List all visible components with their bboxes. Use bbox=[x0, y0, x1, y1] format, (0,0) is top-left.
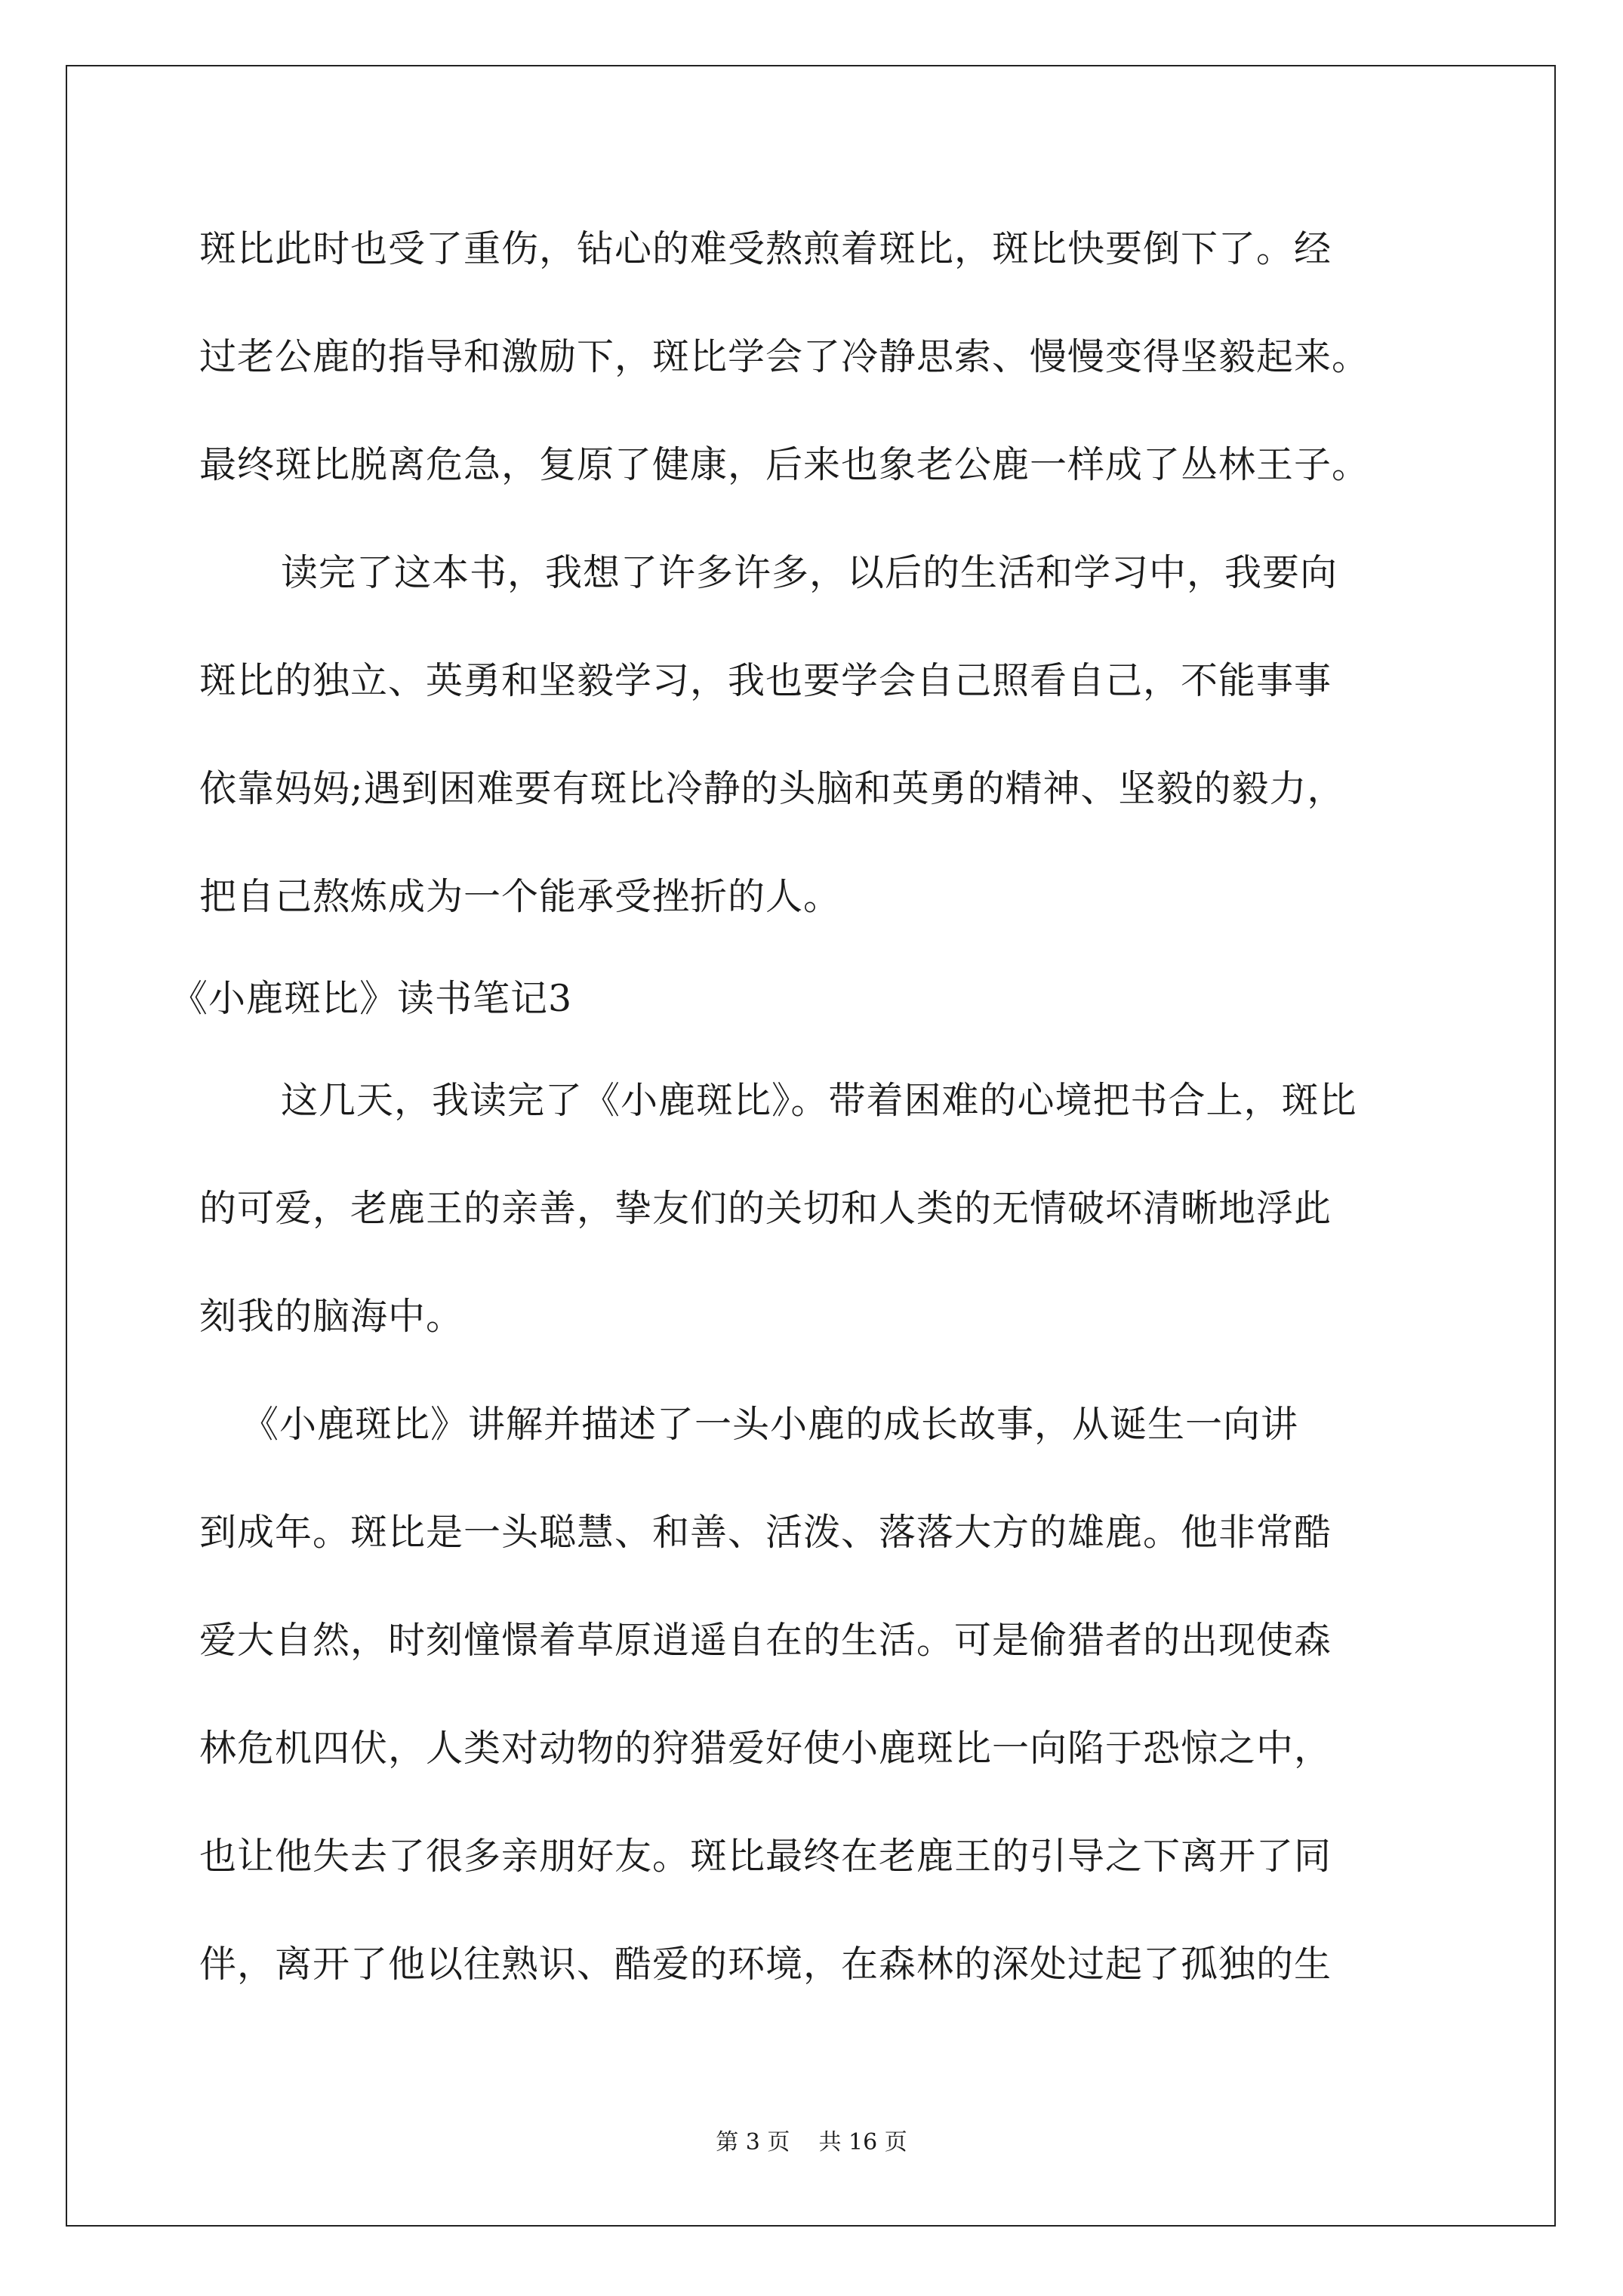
text-line: 斑比此时也受了重伤，钻心的难受熬煎着斑比，斑比快要倒下了。经 bbox=[199, 227, 1332, 270]
text-line: 过老公鹿的指导和激励下，斑比学会了冷静思索、慢慢变得坚毅起来。 bbox=[199, 335, 1370, 378]
text-line: 林危机四伏，人类对动物的狩猎爱好使小鹿斑比一向陷于恐惊之中， bbox=[199, 1727, 1332, 1770]
paragraph-start-line: 《小鹿斑比》讲解并描述了一头小鹿的成长故事，从诞生一向讲 bbox=[242, 1403, 1299, 1446]
text-line: 伴，离开了他以往熟识、酷爱的环境，在森林的深处过起了孤独的生 bbox=[199, 1943, 1332, 1986]
text-line: 依靠妈妈;遇到困难要有斑比冷静的头脑和英勇的精神、坚毅的毅力， bbox=[199, 767, 1345, 810]
text-line: 把自己熬炼成为一个能承受挫折的人。 bbox=[199, 875, 842, 918]
text-line: 的可爱，老鹿王的亲善，挚友们的关切和人类的无情破坏清晰地浮此 bbox=[199, 1187, 1332, 1230]
text-line: 刻我的脑海中。 bbox=[199, 1295, 464, 1338]
paragraph-start-line: 这几天，我读完了《小鹿斑比》。带着困难的心境把书合上，斑比 bbox=[281, 1079, 1357, 1122]
paragraph-start-line: 读完了这本书，我想了许多许多，以后的生活和学习中，我要向 bbox=[281, 551, 1338, 594]
text-line: 最终斑比脱离危急，复原了健康，后来也象老公鹿一样成了丛林王子。 bbox=[199, 443, 1370, 486]
text-line: 斑比的独立、英勇和坚毅学习，我也要学会自己照看自己，不能事事 bbox=[199, 659, 1332, 702]
section-heading: 《小鹿斑比》读书笔记3 bbox=[171, 977, 573, 1020]
text-line: 到成年。斑比是一头聪慧、和善、活泼、落落大方的雄鹿。他非常酷 bbox=[199, 1511, 1332, 1554]
page-number-footer: 第 3 页 共 16 页 bbox=[716, 2129, 907, 2156]
text-line: 爱大自然，时刻憧憬着草原逍遥自在的生活。可是偷猎者的出现使森 bbox=[199, 1619, 1332, 1662]
text-line: 也让他失去了很多亲朋好友。斑比最终在老鹿王的引导之下离开了同 bbox=[199, 1835, 1332, 1878]
